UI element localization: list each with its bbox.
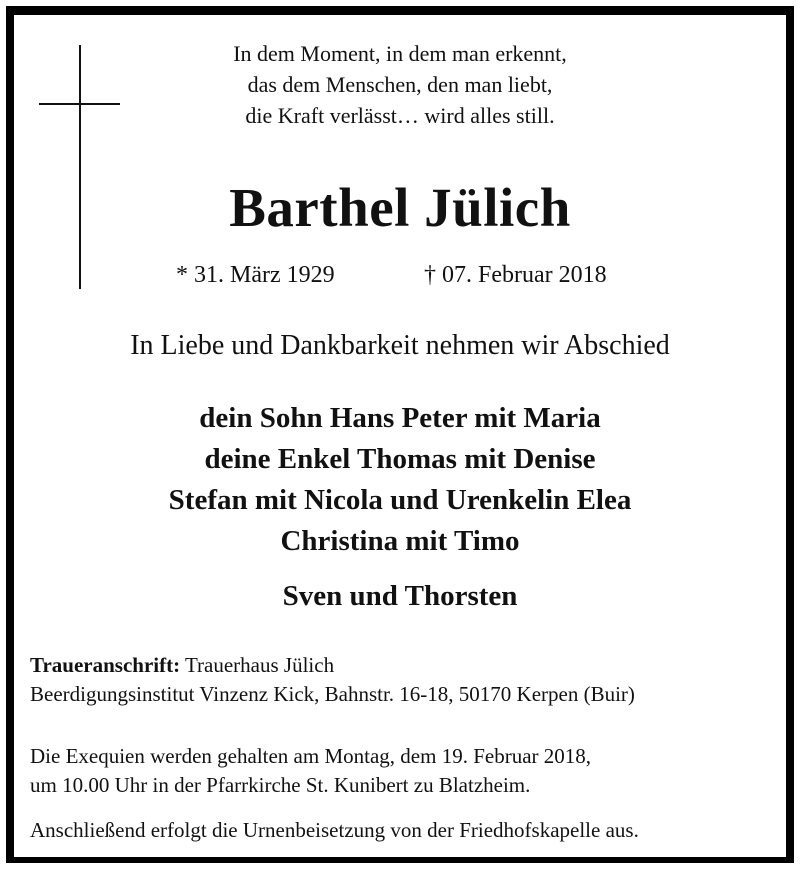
poem-line: die Kraft verlässt… wird alles still. <box>245 103 555 128</box>
service-line: Die Exequien werden gehalten am Montag, dem 19. Februar 2018, <box>30 744 592 768</box>
service-line: um 10.00 Uhr in der Pfarrkirche St. Kunibert zu Blatzheim. <box>30 773 531 797</box>
family-line: deine Enkel Thomas mit Denise <box>204 443 596 475</box>
burial-info: Anschließend erfolgt die Urnenbeisetzung von der Friedhofskapelle aus. <box>30 818 639 842</box>
farewell-text: In Liebe und Dankbarkeit nehmen wir Abschied <box>130 330 670 361</box>
birth-date: * 31. März 1929 <box>176 262 335 288</box>
mourning-address-value: Trauerhaus Jülich <box>180 653 335 677</box>
mourning-address-line <box>30 651 635 680</box>
family-line: Christina mit Timo <box>280 525 520 557</box>
family-line: Stefan mit Nicola und Urenkelin Elea <box>168 484 632 516</box>
service-info <box>30 742 591 800</box>
poem-line: In dem Moment, in dem man erkennt, <box>233 41 567 66</box>
family-line: dein Sohn Hans Peter mit Maria <box>199 402 601 434</box>
deceased-name: Barthel Jülich <box>229 177 571 238</box>
death-date: † 07. Februar 2018 <box>424 262 607 288</box>
family-list <box>0 398 800 562</box>
poem-line: das dem Menschen, den man liebt, <box>247 72 553 97</box>
mourning-address-label: Traueranschrift: <box>30 653 181 677</box>
family-line: Sven und Thorsten <box>282 580 518 612</box>
mourning-address <box>30 651 635 709</box>
funeral-home-line: Beerdigungsinstitut Vinzenz Kick, Bahnstr. 16-18, 50170 Kerpen (Buir) <box>30 682 635 706</box>
poem <box>0 38 800 131</box>
